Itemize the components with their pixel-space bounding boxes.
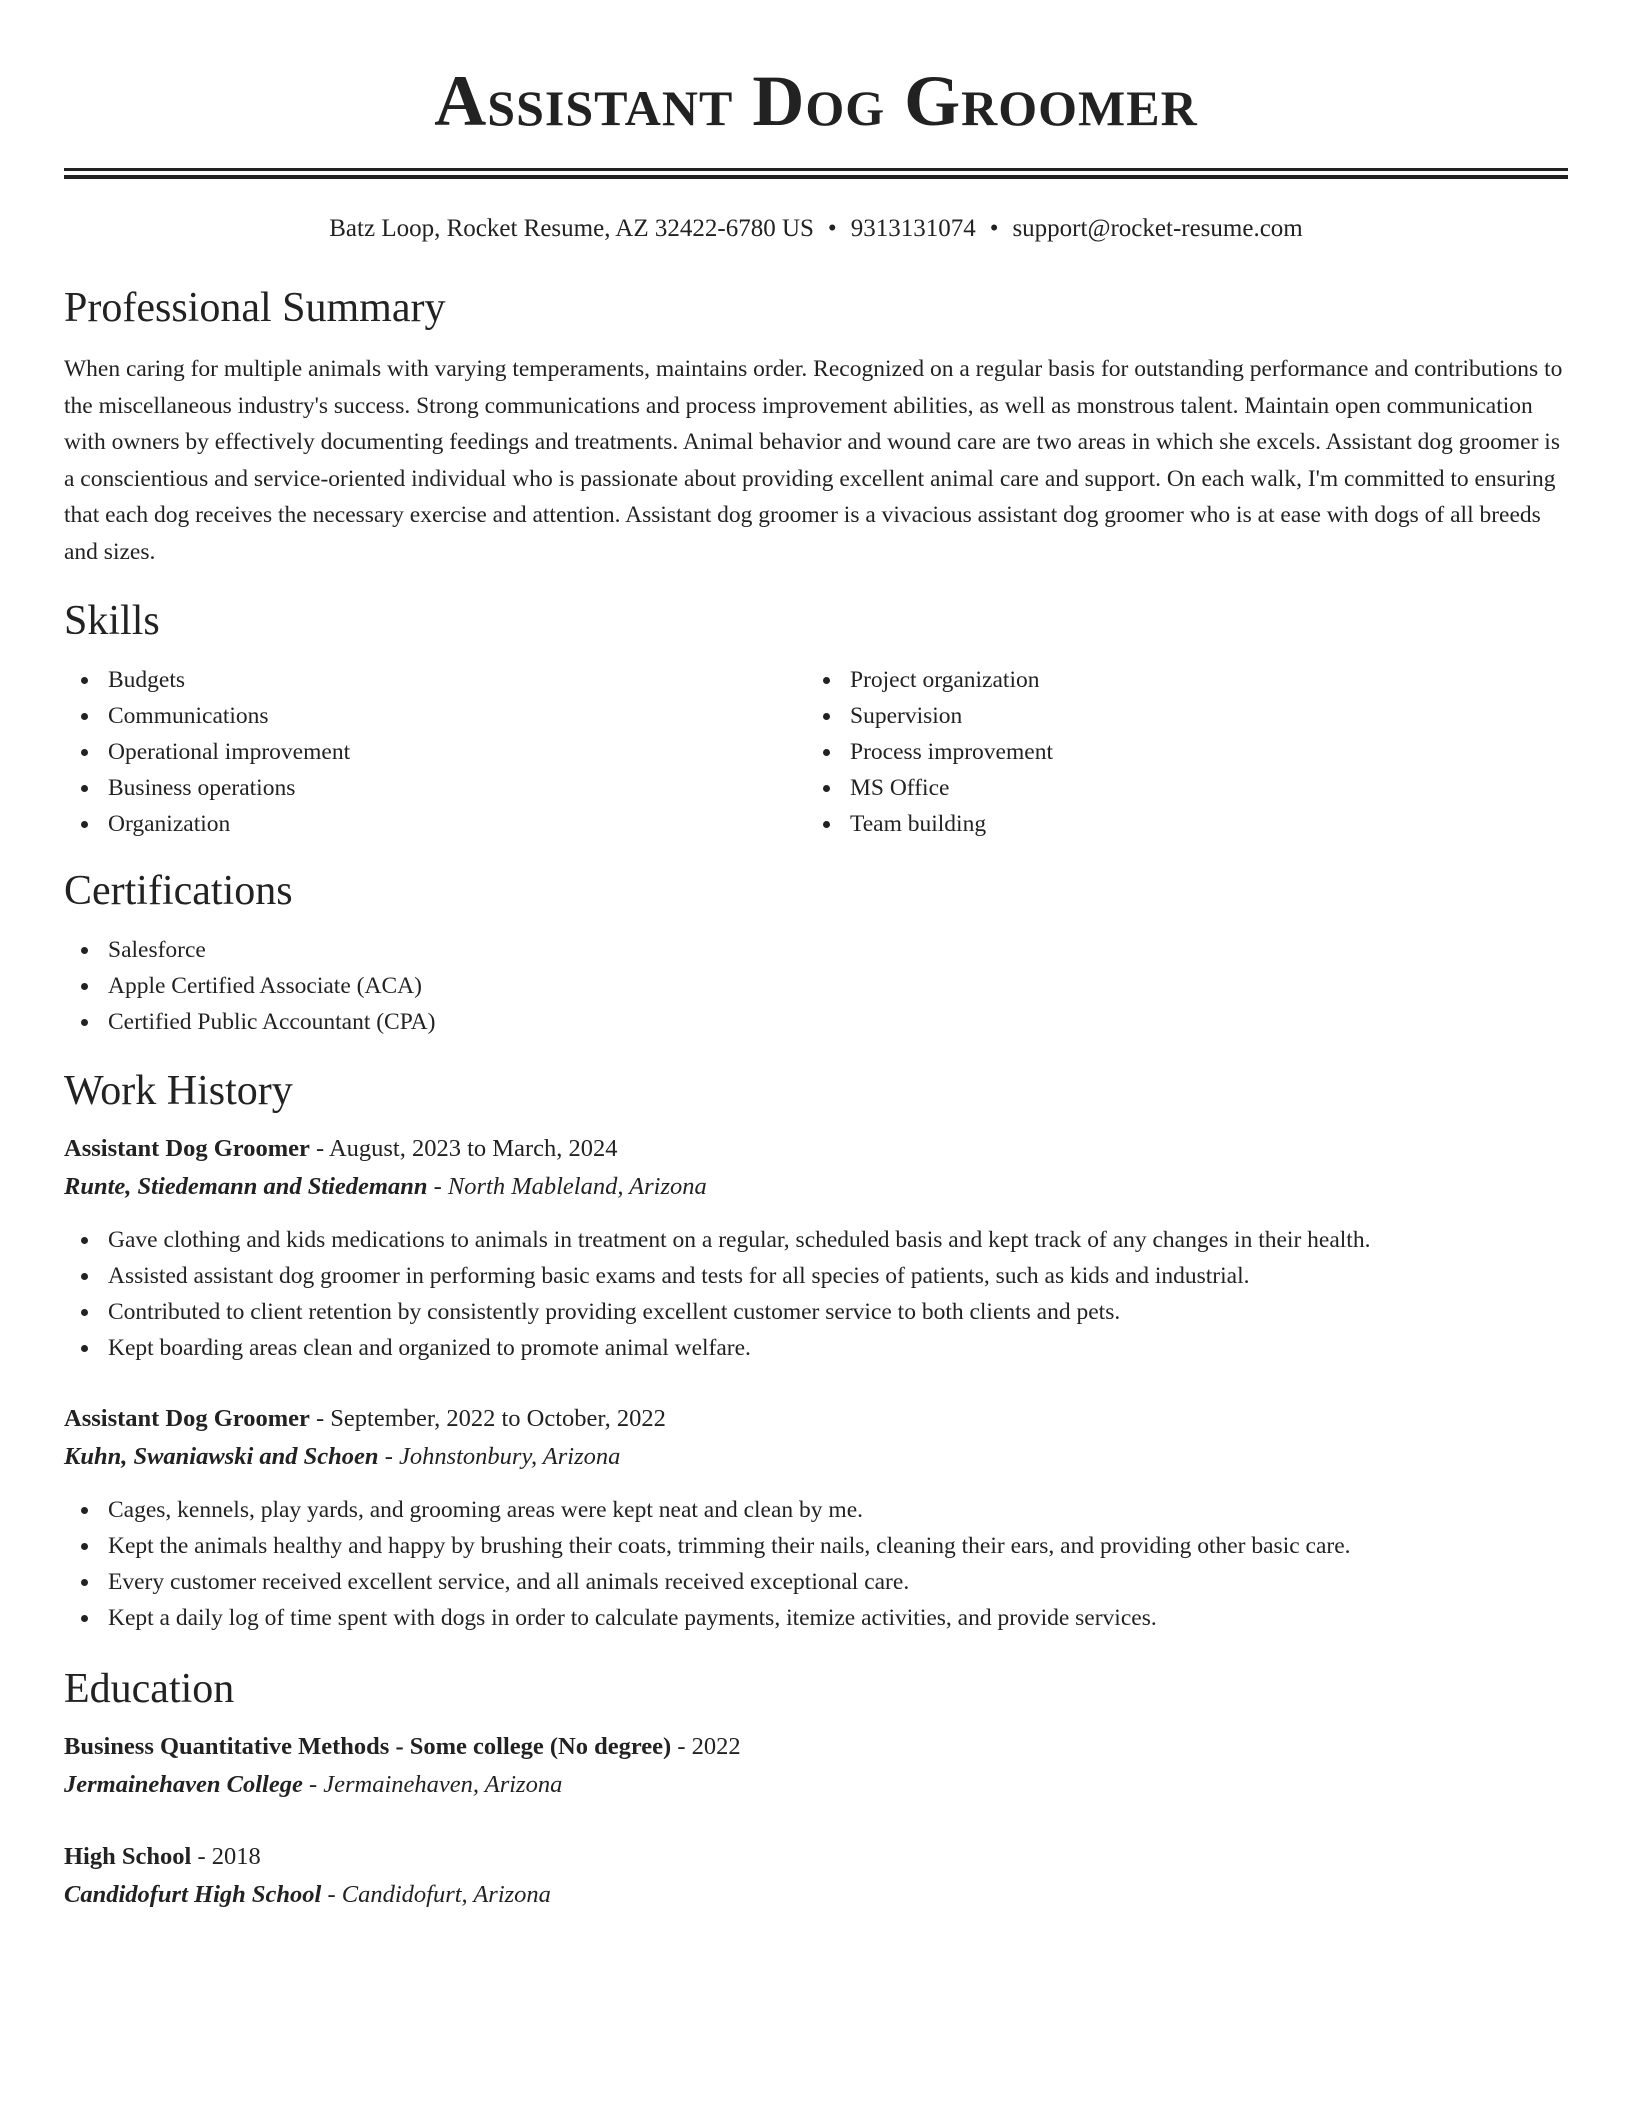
degree-line xyxy=(64,1838,1568,1876)
contact-separator: • xyxy=(989,215,999,242)
skill-item: Budgets xyxy=(64,662,806,698)
employer-name: Runte, Stiedemann and Stiedemann xyxy=(64,1173,428,1200)
job-duties-list xyxy=(64,1492,1568,1636)
certification-item: Salesforce xyxy=(64,932,1568,968)
job-duty: Assisted assistant dog groomer in performing basic exams and tests for all species of patients, such as kids and industrial. xyxy=(64,1258,1568,1294)
summary-text: When caring for multiple animals with varying temperaments, maintains order. Recognized on a regular basis for outstanding performance and contributions to the miscellaneous industry's success. Strong communications and process improvement abilities, as well as monstrous talent. Maintain open communication with owners by effectively documenting feedings and treatments. Animal behavior and wound care are two areas in which she excels. Assistant dog groomer is a conscientious and service-oriented individual who is passionate about providing excellent animal care and support. On each walk, I'm committed to ensuring that each dog receives the necessary exercise and attention. Assistant dog groomer is a vivacious assistant dog groomer who is at ease with dogs of all breeds and sizes. xyxy=(64,356,1563,565)
employer-line xyxy=(64,1438,1568,1476)
skill-item: Supervision xyxy=(806,698,1548,734)
school-name: Jermainehaven College xyxy=(64,1771,303,1798)
job-duty: Cages, kennels, play yards, and grooming areas were kept neat and clean by me. xyxy=(64,1492,1568,1528)
skills-columns xyxy=(64,662,1568,842)
job-title-line xyxy=(64,1130,1568,1168)
contact-line xyxy=(64,213,1568,245)
school-location: - Jermainehaven, Arizona xyxy=(302,1771,563,1798)
summary-heading: Professional Summary xyxy=(64,285,446,331)
skills-list-right xyxy=(806,662,1548,842)
skill-item: Process improvement xyxy=(806,734,1548,770)
job-entry xyxy=(64,1130,1568,1366)
resume-title: Assistant Dog Groomer xyxy=(434,61,1198,141)
contact-separator: • xyxy=(827,215,837,242)
job-duty: Kept the animals healthy and happy by brushing their coats, trimming their nails, cleaning their ears, and providing other basic care. xyxy=(64,1528,1568,1564)
contact-address: Batz Loop, Rocket Resume, AZ 32422-6780 US xyxy=(329,215,814,242)
job-duty: Contributed to client retention by consistently providing excellent customer service to both clients and pets. xyxy=(64,1294,1568,1330)
skills-list-left xyxy=(64,662,806,842)
job-duties-list xyxy=(64,1222,1568,1366)
certifications-list xyxy=(64,932,1568,1040)
school-location: - Candidofurt, Arizona xyxy=(321,1881,551,1908)
job-entry xyxy=(64,1400,1568,1636)
education-entry xyxy=(64,1728,1568,1804)
work-history-heading: Work History xyxy=(64,1068,293,1114)
contact-email: support@rocket-resume.com xyxy=(1012,215,1303,242)
skill-item: MS Office xyxy=(806,770,1548,806)
job-title-line xyxy=(64,1400,1568,1438)
degree-line xyxy=(64,1728,1568,1766)
certifications-heading: Certifications xyxy=(64,868,293,914)
job-dates: - August, 2023 to March, 2024 xyxy=(309,1135,618,1162)
skills-heading: Skills xyxy=(64,598,160,644)
degree-name: Business Quantitative Methods - Some college (No degree) xyxy=(64,1733,672,1760)
certification-item: Apple Certified Associate (ACA) xyxy=(64,968,1568,1004)
job-duty: Every customer received excellent service, and all animals received exceptional care. xyxy=(64,1564,1568,1600)
job-title: Assistant Dog Groomer xyxy=(64,1135,310,1162)
degree-year: - 2018 xyxy=(191,1843,261,1870)
school-name: Candidofurt High School xyxy=(64,1881,322,1908)
degree-year: - 2022 xyxy=(671,1733,741,1760)
employer-location: - North Mableland, Arizona xyxy=(427,1173,707,1200)
skill-item: Organization xyxy=(64,806,806,842)
education-heading: Education xyxy=(64,1666,235,1712)
skill-item: Operational improvement xyxy=(64,734,806,770)
employer-name: Kuhn, Swaniawski and Schoen xyxy=(64,1443,379,1470)
degree-name: High School xyxy=(64,1843,192,1870)
education-entry xyxy=(64,1838,1568,1914)
title-divider xyxy=(64,168,1568,179)
school-line xyxy=(64,1876,1568,1914)
skill-item: Business operations xyxy=(64,770,806,806)
job-dates: - September, 2022 to October, 2022 xyxy=(309,1405,666,1432)
skill-item: Project organization xyxy=(806,662,1548,698)
skill-item: Communications xyxy=(64,698,806,734)
contact-phone: 9313131074 xyxy=(850,215,976,242)
employer-line xyxy=(64,1168,1568,1206)
skill-item: Team building xyxy=(806,806,1548,842)
certification-item: Certified Public Accountant (CPA) xyxy=(64,1004,1568,1040)
employer-location: - Johnstonbury, Arizona xyxy=(378,1443,621,1470)
job-duty: Kept boarding areas clean and organized to promote animal welfare. xyxy=(64,1330,1568,1366)
school-line xyxy=(64,1766,1568,1804)
job-title: Assistant Dog Groomer xyxy=(64,1405,310,1432)
job-duty: Kept a daily log of time spent with dogs in order to calculate payments, itemize activities, and provide services. xyxy=(64,1600,1568,1636)
job-duty: Gave clothing and kids medications to animals in treatment on a regular, scheduled basis and kept track of any changes in their health. xyxy=(64,1222,1568,1258)
